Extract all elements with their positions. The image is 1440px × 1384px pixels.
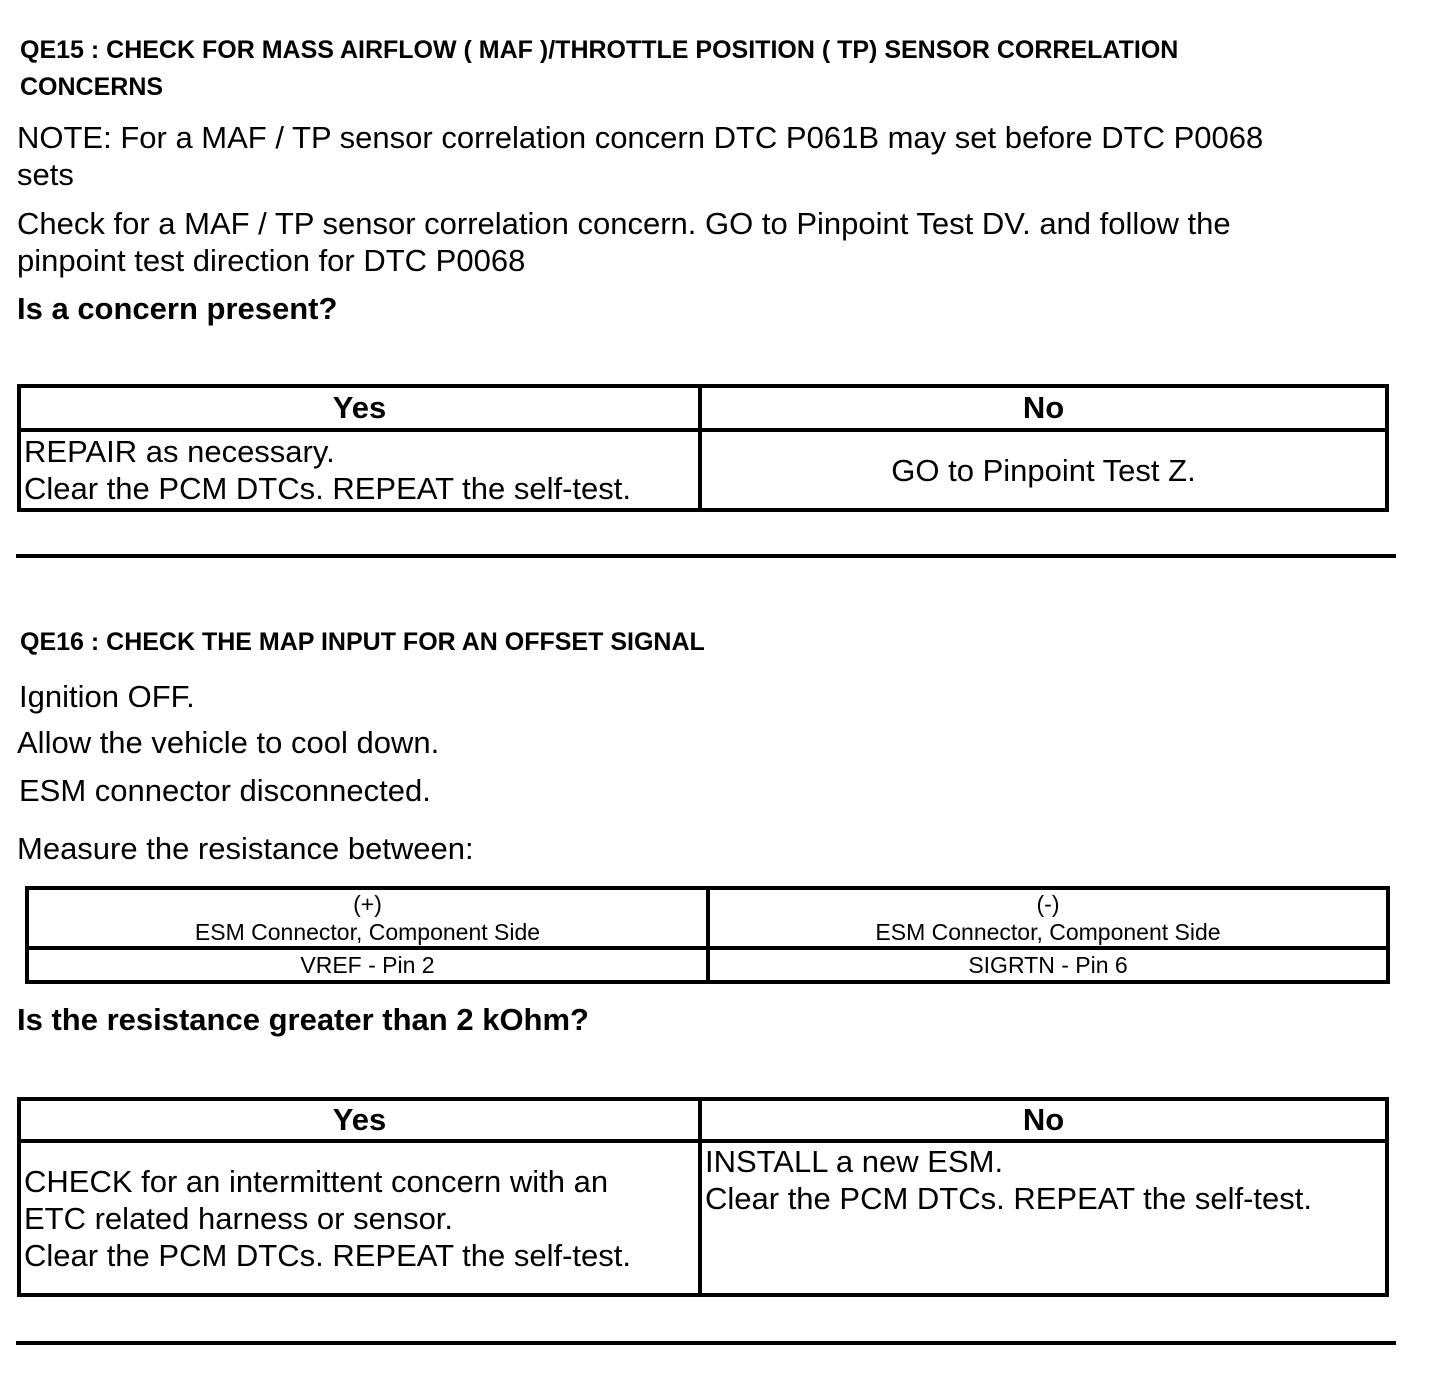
section-divider [16,554,1396,558]
qe16-yes-action: CHECK for an intermittent concern with an ETC related harness or sensor. Clear the PCM DTCs. REPEAT the self-test. [19,1141,700,1295]
qe15-question: Is a concern present? [17,291,338,326]
qe15-note: NOTE: For a MAF / TP sensor correlation concern DTC P061B may set before DTC P0068 sets [17,120,1264,192]
qe15-no-header: No [700,386,1387,430]
qe16-no-action: INSTALL a new ESM. Clear the PCM DTCs. REPEAT the self-test. [700,1141,1387,1295]
qe15-yes-action: REPAIR as necessary. Clear the PCM DTCs. REPEAT the self-test. [19,430,700,510]
qe16-step-2: Allow the vehicle to cool down. [17,725,440,760]
qe16-yes-header: Yes [19,1099,700,1141]
qe15-result-table [17,384,1389,512]
positive-lead-header: (+) ESM Connector, Component Side [27,888,708,948]
qe16-result-table [17,1097,1389,1297]
section-divider-bottom [16,1341,1396,1345]
qe16-title: QE16 : CHECK THE MAP INPUT FOR AN OFFSET SIGNAL [20,628,705,656]
qe16-measure-table [25,886,1390,984]
negative-lead-pin: SIGRTN - Pin 6 [708,948,1388,982]
qe15-no-action: GO to Pinpoint Test Z. [700,430,1387,510]
positive-lead-pin: VREF - Pin 2 [27,948,708,982]
qe15-title: QE15 : CHECK FOR MASS AIRFLOW ( MAF )/THROTTLE POSITION ( TP) SENSOR CORRELATION CONCERNS [20,36,1179,101]
qe16-no-header: No [700,1099,1387,1141]
qe16-step-3: ESM connector disconnected. [19,773,431,808]
qe16-question: Is the resistance greater than 2 kOhm? [17,1002,589,1037]
qe16-step-1: Ignition OFF. [19,679,195,714]
qe16-measure-label: Measure the resistance between: [17,831,474,866]
qe15-yes-header: Yes [19,386,700,430]
qe15-instruction: Check for a MAF / TP sensor correlation concern. GO to Pinpoint Test DV. and follow the pinpoint test direction for DTC P0068 [17,206,1231,278]
negative-lead-header: (-) ESM Connector, Component Side [708,888,1388,948]
